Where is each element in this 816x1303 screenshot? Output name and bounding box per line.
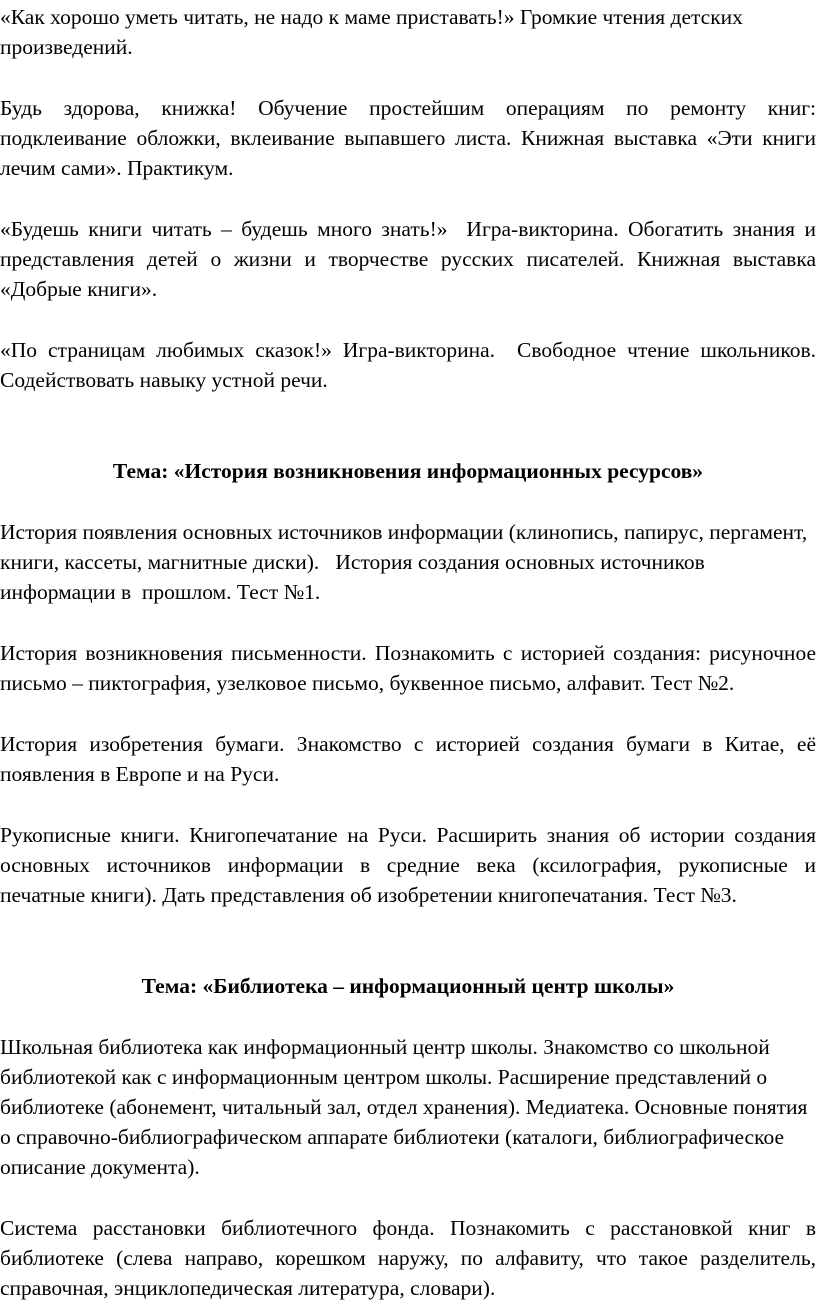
paragraph-library-arrangement: Система расстановки библиотечного фонда. Познакомить с расстановкой книг в библиотеке (слева направо, корешком наружу, по алфавиту, что такое разделитель, справочная, энциклопедическая литература, словари). bbox=[0, 1216, 816, 1300]
paragraph-book-repair: Будь здорова, книжка! Обучение простейшим операциям по ремонту книг: подклеивание обложки, вклеивание выпавшего листа. Книжная выставка «Эти книги лечим сами». Практикум. bbox=[0, 96, 816, 180]
heading-school-library: Тема: «Библиотека – информационный центр школы» bbox=[141, 974, 675, 998]
paragraph-fairy-tales-quiz: «По страницам любимых сказок!» Игра-викторина. Свободное чтение школьников. Содействовать навыку устной речи. bbox=[0, 338, 816, 392]
paragraph-manuscripts: Рукописные книги. Книгопечатание на Руси. Расширить знания об истории создания основных источников информации в средние века (ксилография, рукописные и печатные книги). Дать представления об изобретении книгопечатания. Тест №3. bbox=[0, 823, 816, 907]
paragraph-library-center: Школьная библиотека как информационный центр школы. Знакомство со школьной библиотекой как с информационным центром школы. Расширение представлений о библиотеке (абонемент, читальный зал, отдел хранения). Медиатека. Основные понятия о справочно-библиографическом аппарате библиотеки (каталоги, библиографическое описание документа). bbox=[0, 1035, 813, 1179]
heading-information-resources: Тема: «История возникновения информационных ресурсов» bbox=[112, 459, 704, 483]
paragraph-paper-history: История изобретения бумаги. Знакомство с историей создания бумаги в Китае, её появления в Европе и на Руси. bbox=[0, 732, 816, 786]
paragraph-quiz-writers: «Будешь книги читать – будешь много знать!» Игра-викторина. Обогатить знания и представления детей о жизни и творчестве русских писателей. Книжная выставка «Добрые книги». bbox=[0, 217, 816, 301]
paragraph-loud-reading: «Как хорошо уметь читать, не надо к маме приставать!» Громкие чтения детских произведений. bbox=[0, 5, 749, 59]
paragraph-writing-history: История возникновения письменности. Познакомить с историей создания: рисуночное письмо – пиктография, узелковое письмо, буквенное письмо, алфавит. Тест №2. bbox=[0, 641, 816, 695]
paragraph-information-sources: История появления основных источников информации (клинопись, папирус, пергамент, книги, кассеты, магнитные диски). История создания основных источников информации в прошлом. Тест №1. bbox=[0, 520, 813, 604]
